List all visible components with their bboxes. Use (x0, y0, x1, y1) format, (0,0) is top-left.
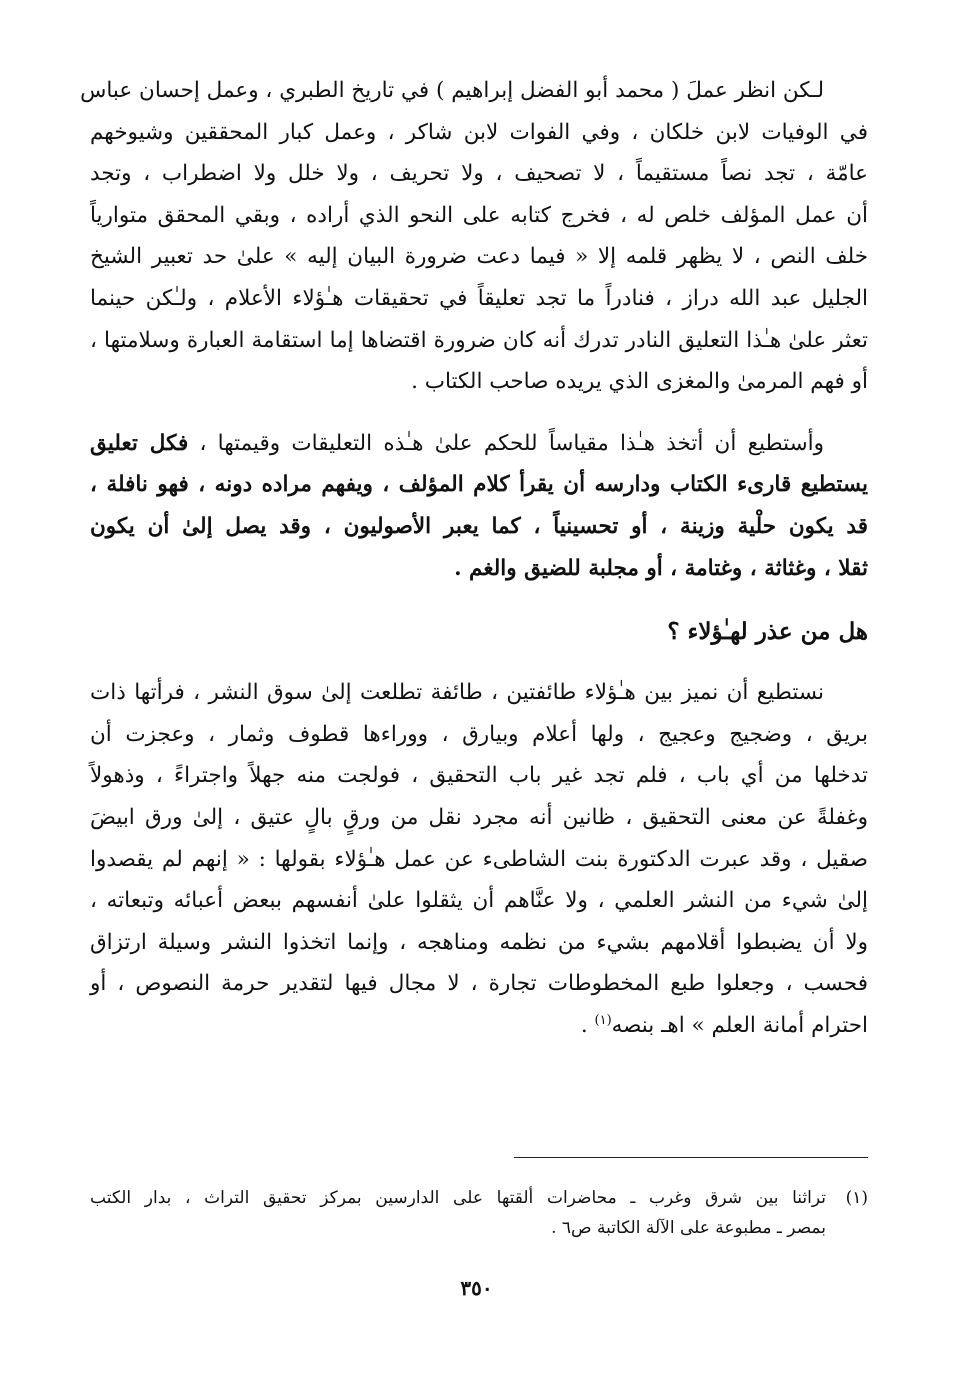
paragraph-2-line: ثقلا ، وغثاثة ، وغتامة ، أو مجلبة للضيق والغم . (454, 555, 868, 581)
paragraph-2-line: قد يكون حلْية وزينة ، أو تحسينياً ، كما يعبر الأصوليون ، وقد يصل إلىٰ أن يكون (90, 513, 868, 539)
paragraph-3-last-end: . (580, 1012, 595, 1038)
paragraph-3 (90, 672, 868, 1046)
paragraph-3-line: ولا أن يضبطوا أقلامهم بشيء من نظمه ومناهجه ، وإنما اتخذوا النشر وسيلة ارتزاق (90, 929, 868, 955)
paragraph-2 (90, 423, 868, 589)
paragraph-2-line: يستطيع قارىء الكتاب ودارسه أن يقرأ كلام المؤلف ، ويفهم مراده دونه ، فهو نافلة ، (90, 472, 868, 498)
paragraph-1-line: خلف النص ، لا يظهر قلمه إلا « فيما دعت ضرورة البيان إليه » علىٰ حد تعبير الشيخ (90, 244, 868, 270)
paragraph-1-line: تعثر علىٰ هـٰذا التعليق النادر تدرك أنه كان ضرورة اقتضاها إما استقامة العبارة وسلامتها ، (90, 327, 868, 353)
paragraph-2-bold-text: فكل تعليق (90, 430, 189, 456)
paragraph-1-line: أو فهم المرمىٰ والمغزى الذي يريده صاحب الكتاب . (411, 369, 868, 395)
paragraph-1-line: لـكن انظر عملَ ( محمد أبو الفضل إبراهيم ) في تاريخ الطبري ، وعمل إحسان عباس (80, 78, 824, 103)
page-body (80, 70, 868, 1046)
paragraph-3-line (90, 1005, 868, 1047)
paragraph-3-line: إلىٰ شيء من النشر العلمي ، ولا عنَّاهم أن يثقلوا علىٰ أنفسهم ببعض أعبائه وتبعاته ، (90, 888, 868, 914)
paragraph-1 (80, 70, 868, 403)
paragraph-3-line: وغفلةً عن معنى التحقيق ، ظانين أنه مجرد نقل من ورقٍ بالٍ عتيق ، إلىٰ ورق ابيضَ (90, 804, 868, 830)
paragraph-1-line: في الوفيات لابن خلكان ، وفي الفوات لابن شاكر ، وعمل كبار المحققين وشيوخهم (90, 119, 868, 145)
footnote-line (90, 1183, 868, 1213)
footnote-text: تراثنا بين شرق وغرب ـ محاضرات ألقتها على الدارسين بمركز تحقيق التراث ، بدار الكتب (90, 1188, 826, 1208)
paragraph-1-line: الجليل عبد الله دراز ، فنادراً ما تجد تعليقاً في تحقيقات هـٰؤلاء الأعلام ، ولـٰكن حينما (90, 285, 868, 311)
paragraph-1-line: عامّة ، تجد نصاً مستقيماً ، لا تصحيف ، ولا تحريف ، ولا خلل ولا اضطراب ، وتجد (90, 161, 868, 187)
section-heading: هل من عذر لهـٰؤلاء ؟ (667, 618, 868, 646)
paragraph-3-line: تدخلها من أي باب ، فلم تجد غير باب التحقيق ، فولجت منه جهلاً واجتراءً ، وذهولاً (90, 763, 868, 789)
paragraph-2-line (90, 423, 868, 465)
paragraph-3-line: صقيل ، وقد عبرت الدكتورة بنت الشاطىء عن عمل هـٰؤلاء بقولها : « إنهم لم يقصدوا (90, 846, 868, 872)
footnote (90, 1183, 868, 1243)
page-number: ٣٥٠ (460, 1276, 493, 1300)
paragraph-3-line: بريق ، وضجيج وعجيج ، ولها أعلام وبيارق ، ووراءها قطوف وثمار ، وعجزت أن (90, 721, 868, 747)
footnote-divider (514, 1157, 868, 1158)
footnote-line: بمصر ـ مطبوعة على الآلة الكاتبة ص٦ . (551, 1218, 826, 1238)
footnote-number: (١) (845, 1188, 868, 1208)
paragraph-2-normal-text: وأستطيع أن أتخذ هـٰذا مقياساً للحكم علىٰ هـٰذه التعليقات وقيمتها ، (199, 430, 824, 456)
paragraph-3-line: فحسب ، وجعلوا طبع المخطوطات تجارة ، لا مجال فيها لتقدير حرمة النصوص ، أو (90, 971, 868, 997)
paragraph-1-line: أن عمل المؤلف خلص له ، فخرج كتابه على النحو الذي أراده ، وبقي المحقق متوارياً (90, 202, 868, 228)
footnote-reference[interactable]: (١) (594, 1012, 612, 1028)
paragraph-3-last-text: احترام أمانة العلم » اهـ بنصه (611, 1012, 868, 1038)
paragraph-3-line: نستطيع أن نميز بين هـٰؤلاء طائفتين ، طائفة تطلعت إلىٰ سوق النشر ، فرأتها ذات (90, 680, 824, 706)
